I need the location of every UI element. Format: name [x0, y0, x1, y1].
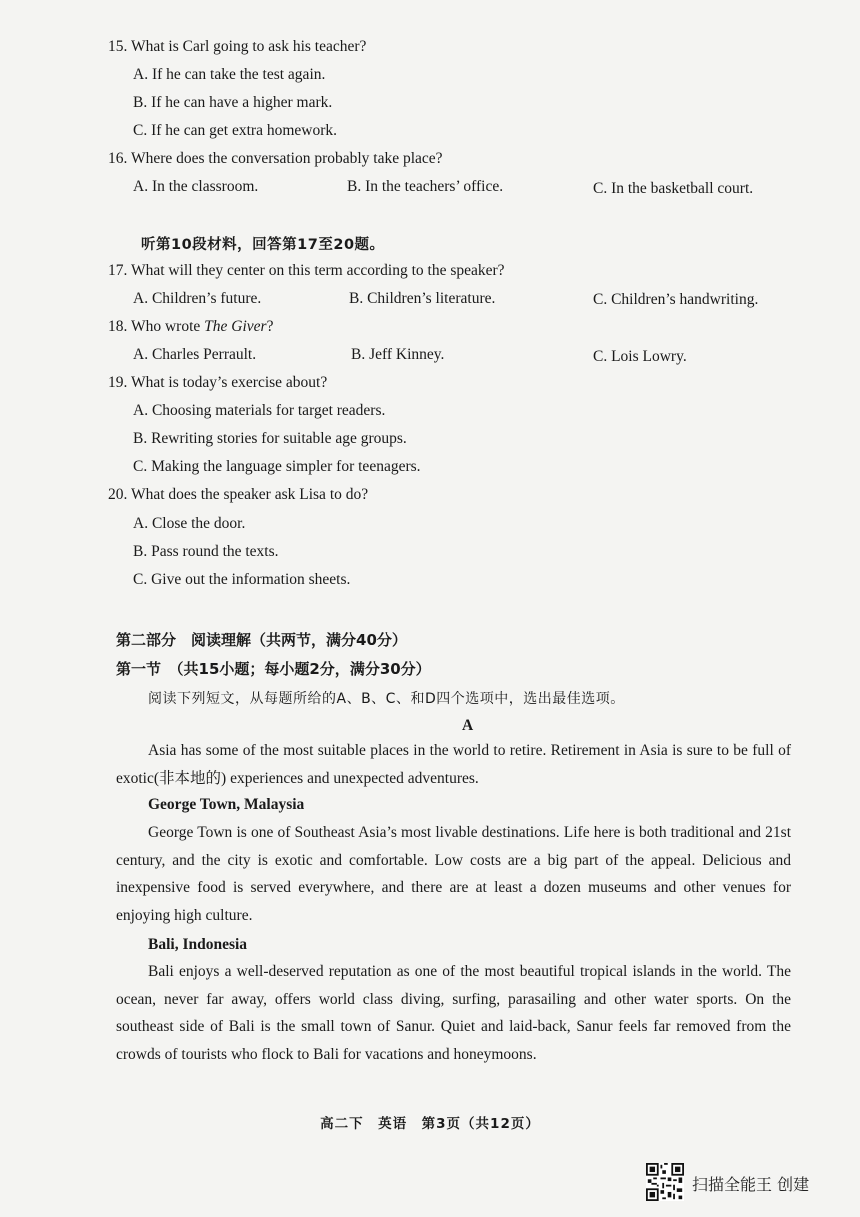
passage-label: A	[462, 717, 474, 734]
q18-stem-suffix: ?	[266, 318, 274, 335]
q20-option-a: A. Close the door.	[133, 515, 246, 532]
q18-book-title: The Giver	[204, 318, 267, 335]
part-two-title: 第二部分 阅读理解（共两节，满分40分）	[116, 631, 407, 649]
q19-option-a: A. Choosing materials for target readers.	[133, 402, 386, 419]
q17-option-c: C. Children’s handwriting.	[593, 291, 759, 308]
q15-stem: 15. What is Carl going to ask his teacher?	[108, 38, 367, 55]
q19-stem: 19. What is today’s exercise about?	[108, 374, 328, 391]
section-one-title: 第一节 （共15小题；每小题2分，满分30分）	[116, 660, 431, 678]
scanner-watermark-text: 扫描全能王 创建	[692, 1175, 810, 1194]
q16-option-b: B. In the teachers’ office.	[347, 178, 504, 195]
q18-stem-prefix: 18. Who wrote	[108, 318, 205, 335]
q18-option-c: C. Lois Lowry.	[593, 348, 687, 365]
q15-option-b: B. If he can have a higher mark.	[133, 94, 333, 111]
q18-stem	[108, 318, 273, 336]
q18-option-a: A. Charles Perrault.	[133, 346, 257, 363]
heading-bali: Bali, Indonesia	[148, 936, 248, 953]
q16-option-a: A. In the classroom.	[133, 178, 259, 195]
heading-george-town: George Town, Malaysia	[148, 796, 305, 813]
q17-option-a: A. Children’s future.	[133, 290, 262, 307]
q18-option-b: B. Jeff Kinney.	[351, 346, 445, 363]
q19-option-c: C. Making the language simpler for teenagers.	[133, 458, 421, 475]
q17-option-b: B. Children’s literature.	[349, 290, 496, 307]
q20-option-b: B. Pass round the texts.	[133, 543, 279, 560]
reading-instruction: 阅读下列短文，从每题所给的A、B、C、和D四个选项中，选出最佳选项。	[148, 691, 625, 707]
qr-code-icon	[646, 1163, 684, 1201]
q15-option-a: A. If he can take the test again.	[133, 66, 326, 83]
q20-stem: 20. What does the speaker ask Lisa to do?	[108, 486, 369, 503]
q16-option-c: C. In the basketball court.	[593, 180, 754, 197]
q15-option-c: C. If he can get extra homework.	[133, 122, 338, 139]
q17-stem: 17. What will they center on this term according to the speaker?	[108, 262, 505, 279]
q20-option-c: C. Give out the information sheets.	[133, 571, 351, 588]
paragraph-george-town: George Town is one of Southeast Asia’s most livable destinations. Life here is both traditional and 21st century, and the city is exotic and comfortable. Low costs are a big part of the appeal. Delicious and inexpensive food is served everywhere, and there are at least a dozen museums and other venues for enjoying high culture.	[116, 824, 791, 924]
passage-intro: Asia has some of the most suitable places in the world to retire. Retirement in Asia is sure to be full of exotic(非本地的) experiences and unexpected adventures.	[116, 742, 791, 787]
listening-instruction: 听第10段材料，回答第17至20题。	[141, 237, 385, 253]
q16-stem: 16. Where does the conversation probably take place?	[108, 150, 443, 167]
page-footer: 高二下 英语 第3页（共12页）	[320, 1116, 540, 1132]
q19-option-b: B. Rewriting stories for suitable age groups.	[133, 430, 407, 447]
paragraph-bali: Bali enjoys a well-deserved reputation as one of the most beautiful tropical islands in the world. The ocean, never far away, offers world class diving, surfing, parasailing and other water sports. On the southeast side of Bali is the small town of Sanur. Quiet and laid-back, Sanur feels far removed from the crowds of tourists who flock to Bali for vacations and honeymoons.	[116, 963, 791, 1063]
